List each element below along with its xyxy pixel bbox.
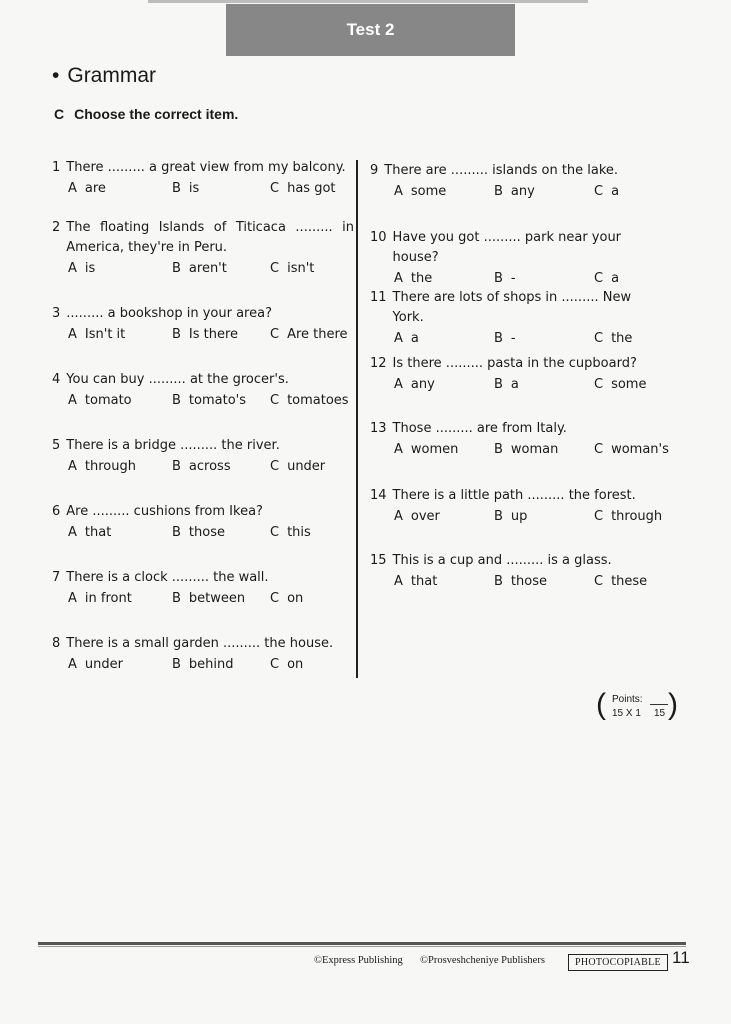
- question-12: [370, 354, 662, 397]
- option-a[interactable]: [394, 269, 432, 289]
- option-c[interactable]: [594, 572, 647, 592]
- option-b[interactable]: [172, 523, 225, 543]
- option-letter: A: [68, 181, 77, 196]
- option-text: -: [510, 271, 516, 286]
- option-b[interactable]: [494, 440, 558, 460]
- option-letter: B: [494, 271, 503, 286]
- option-letter: A: [394, 509, 403, 524]
- option-text: that: [84, 525, 112, 540]
- option-b[interactable]: [172, 259, 227, 279]
- option-letter: B: [494, 574, 503, 589]
- option-c[interactable]: [594, 440, 669, 460]
- option-a[interactable]: [68, 523, 111, 543]
- option-text: the: [410, 271, 433, 286]
- question-8: [52, 634, 354, 677]
- option-a[interactable]: [68, 325, 125, 345]
- option-letter: C: [270, 657, 280, 672]
- question-3: [52, 304, 354, 347]
- section-heading: [52, 64, 156, 88]
- option-b[interactable]: [494, 329, 516, 349]
- question-text: Have you got ......... park near your house?: [392, 230, 622, 265]
- publisher-credit-1: ©Express Publishing: [314, 955, 403, 966]
- test-title: Test 2: [226, 4, 515, 56]
- option-letter: B: [172, 459, 181, 474]
- section-bullet: •: [52, 64, 60, 87]
- option-c[interactable]: [270, 655, 303, 675]
- option-letter: B: [172, 657, 181, 672]
- option-a[interactable]: [394, 440, 458, 460]
- right-paren: ): [668, 688, 678, 721]
- option-text: over: [410, 509, 440, 524]
- option-letter: B: [172, 181, 181, 196]
- question-number: 6: [52, 504, 61, 519]
- option-letter: B: [494, 377, 503, 392]
- question-text: Are ......... cushions from Ikea?: [66, 504, 263, 519]
- question-9: [370, 161, 662, 204]
- option-text: women: [410, 442, 459, 457]
- question-text: This is a cup and ......... is a glass.: [392, 553, 612, 568]
- option-b[interactable]: [172, 179, 199, 199]
- option-a[interactable]: [394, 507, 440, 527]
- option-letter: B: [172, 261, 181, 276]
- option-text: isn't: [287, 261, 315, 276]
- question-text: The floating Islands of Titicaca ......... in America, they're in Peru.: [66, 220, 354, 255]
- question-text: There is a small garden ......... the house.: [66, 636, 334, 651]
- option-b[interactable]: [494, 269, 516, 289]
- option-a[interactable]: [394, 572, 437, 592]
- option-text: those: [510, 574, 547, 589]
- option-letter: A: [394, 271, 403, 286]
- option-text: on: [287, 591, 304, 606]
- question-text: There ......... a great view from my balcony.: [66, 160, 346, 175]
- question-13: [370, 419, 669, 462]
- option-c[interactable]: [270, 259, 314, 279]
- question-number: 13: [370, 421, 387, 436]
- option-a[interactable]: [68, 391, 132, 411]
- question-number: 11: [370, 290, 387, 305]
- option-b[interactable]: [172, 589, 245, 609]
- instruction-text: Choose the correct item.: [74, 106, 239, 122]
- option-text: a: [611, 271, 620, 286]
- question-11: [370, 288, 662, 351]
- points-total: 15: [654, 708, 666, 719]
- option-text: tomato: [84, 393, 132, 408]
- option-c[interactable]: [594, 269, 619, 289]
- option-text: woman's: [611, 442, 669, 457]
- option-text: any: [410, 377, 435, 392]
- publisher-credit-2: ©Prosveshcheniye Publishers: [420, 955, 545, 966]
- question-text: You can buy ......... at the grocer's.: [66, 372, 289, 387]
- option-text: that: [410, 574, 438, 589]
- option-text: are: [84, 181, 106, 196]
- option-letter: A: [394, 574, 403, 589]
- question-text: Those ......... are from Italy.: [392, 421, 567, 436]
- option-letter: B: [494, 442, 503, 457]
- option-letter: B: [172, 327, 181, 342]
- option-letter: A: [68, 657, 77, 672]
- question-2: [52, 218, 354, 281]
- option-text: tomatoes: [287, 393, 349, 408]
- option-text: Is there: [188, 327, 239, 342]
- option-a[interactable]: [394, 375, 435, 395]
- points-box: [596, 688, 678, 722]
- option-c[interactable]: [594, 182, 619, 202]
- option-text: some: [611, 377, 647, 392]
- question-text: There is a bridge ......... the river.: [66, 438, 280, 453]
- option-b[interactable]: [172, 325, 238, 345]
- option-a[interactable]: [68, 179, 106, 199]
- option-text: on: [287, 657, 304, 672]
- option-letter: C: [594, 574, 604, 589]
- question-14: [370, 486, 662, 529]
- option-text: -: [510, 331, 516, 346]
- option-text: tomato's: [188, 393, 246, 408]
- option-letter: A: [68, 393, 77, 408]
- instruction: [54, 106, 238, 122]
- option-b[interactable]: [172, 391, 246, 411]
- option-letter: C: [270, 181, 280, 196]
- option-b[interactable]: [172, 655, 234, 675]
- option-text: across: [188, 459, 231, 474]
- option-letter: B: [172, 525, 181, 540]
- question-15: [370, 551, 662, 594]
- option-text: under: [84, 657, 123, 672]
- option-letter: C: [270, 525, 280, 540]
- option-c[interactable]: [270, 457, 325, 477]
- option-text: between: [188, 591, 246, 606]
- option-c[interactable]: [594, 375, 646, 395]
- option-text: a: [410, 331, 419, 346]
- option-text: in front: [84, 591, 132, 606]
- option-text: those: [188, 525, 225, 540]
- option-letter: C: [270, 327, 280, 342]
- option-letter: B: [172, 393, 181, 408]
- question-number: 5: [52, 438, 61, 453]
- option-text: behind: [188, 657, 234, 672]
- question-number: 10: [370, 230, 387, 245]
- option-letter: A: [68, 327, 77, 342]
- question-number: 12: [370, 356, 387, 371]
- option-b[interactable]: [494, 182, 535, 202]
- option-text: Are there: [287, 327, 348, 342]
- points-multiplier: 15 X 1: [612, 708, 641, 719]
- option-a[interactable]: [68, 589, 132, 609]
- question-7: [52, 568, 354, 611]
- option-letter: A: [394, 442, 403, 457]
- option-letter: C: [594, 509, 604, 524]
- option-c[interactable]: [594, 329, 632, 349]
- question-6: [52, 502, 354, 545]
- option-letter: C: [594, 442, 604, 457]
- option-text: aren't: [188, 261, 227, 276]
- question-number: 4: [52, 372, 61, 387]
- option-letter: C: [594, 271, 604, 286]
- points-label: Points:: [612, 694, 643, 705]
- question-number: 8: [52, 636, 61, 651]
- option-c[interactable]: [270, 523, 311, 543]
- points-blank: [650, 704, 668, 705]
- option-letter: C: [270, 261, 280, 276]
- question-number: 1: [52, 160, 61, 175]
- option-text: under: [287, 459, 326, 474]
- option-b[interactable]: [494, 375, 519, 395]
- option-text: woman: [510, 442, 559, 457]
- question-number: 2: [52, 220, 61, 235]
- option-text: Isn't it: [84, 327, 126, 342]
- question-number: 3: [52, 306, 61, 321]
- option-letter: A: [68, 525, 77, 540]
- option-b[interactable]: [494, 572, 547, 592]
- option-text: any: [510, 184, 535, 199]
- left-paren: (: [596, 688, 606, 721]
- question-number: 7: [52, 570, 61, 585]
- footer-rule: [38, 942, 686, 945]
- option-letter: A: [68, 261, 77, 276]
- instruction-letter: C: [54, 106, 65, 122]
- option-text: through: [611, 509, 663, 524]
- question-number: 14: [370, 488, 387, 503]
- option-letter: A: [394, 184, 403, 199]
- option-letter: C: [270, 459, 280, 474]
- option-c[interactable]: [270, 391, 349, 411]
- option-letter: B: [494, 509, 503, 524]
- question-number: 15: [370, 553, 387, 568]
- option-letter: C: [594, 331, 604, 346]
- option-letter: C: [594, 184, 604, 199]
- option-c[interactable]: [594, 507, 662, 527]
- option-a[interactable]: [394, 329, 419, 349]
- option-text: has got: [287, 181, 336, 196]
- option-letter: A: [394, 377, 403, 392]
- option-letter: C: [594, 377, 604, 392]
- footer-rule-thin: [38, 946, 686, 947]
- question-text: There are lots of shops in ......... New York.: [392, 290, 632, 325]
- question-1: [52, 158, 354, 201]
- option-a[interactable]: [68, 457, 136, 477]
- option-letter: A: [68, 459, 77, 474]
- question-text: ......... a bookshop in your area?: [66, 306, 272, 321]
- question-text: There is a clock ......... the wall.: [66, 570, 269, 585]
- option-text: this: [287, 525, 311, 540]
- option-text: a: [611, 184, 620, 199]
- column-divider: [356, 160, 358, 678]
- option-c[interactable]: [270, 179, 336, 199]
- option-letter: C: [270, 591, 280, 606]
- option-a[interactable]: [68, 259, 95, 279]
- option-text: a: [510, 377, 519, 392]
- option-a[interactable]: [68, 655, 123, 675]
- option-text: is: [188, 181, 200, 196]
- option-text: the: [611, 331, 633, 346]
- option-text: is: [84, 261, 96, 276]
- photocopiable-badge: PHOTOCOPIABLE: [568, 954, 668, 971]
- option-letter: A: [394, 331, 403, 346]
- question-text: There is a little path ......... the forest.: [392, 488, 636, 503]
- option-letter: B: [172, 591, 181, 606]
- question-4: [52, 370, 354, 413]
- question-number: 9: [370, 163, 379, 178]
- question-5: [52, 436, 354, 479]
- question-text: There are ......... islands on the lake.: [384, 163, 619, 178]
- option-c[interactable]: [270, 589, 303, 609]
- question-text: Is there ......... pasta in the cupboard?: [392, 356, 637, 371]
- option-text: up: [510, 509, 528, 524]
- section-title: Grammar: [67, 64, 157, 87]
- option-letter: B: [494, 184, 503, 199]
- page-number: 11: [672, 948, 690, 967]
- option-a[interactable]: [394, 182, 446, 202]
- question-10: [370, 228, 662, 291]
- option-text: some: [410, 184, 447, 199]
- top-rule: [148, 0, 588, 3]
- option-c[interactable]: [270, 325, 348, 345]
- option-text: through: [84, 459, 136, 474]
- option-b[interactable]: [494, 507, 527, 527]
- option-letter: A: [68, 591, 77, 606]
- option-letter: C: [270, 393, 280, 408]
- option-b[interactable]: [172, 457, 231, 477]
- option-text: these: [611, 574, 648, 589]
- option-letter: B: [494, 331, 503, 346]
